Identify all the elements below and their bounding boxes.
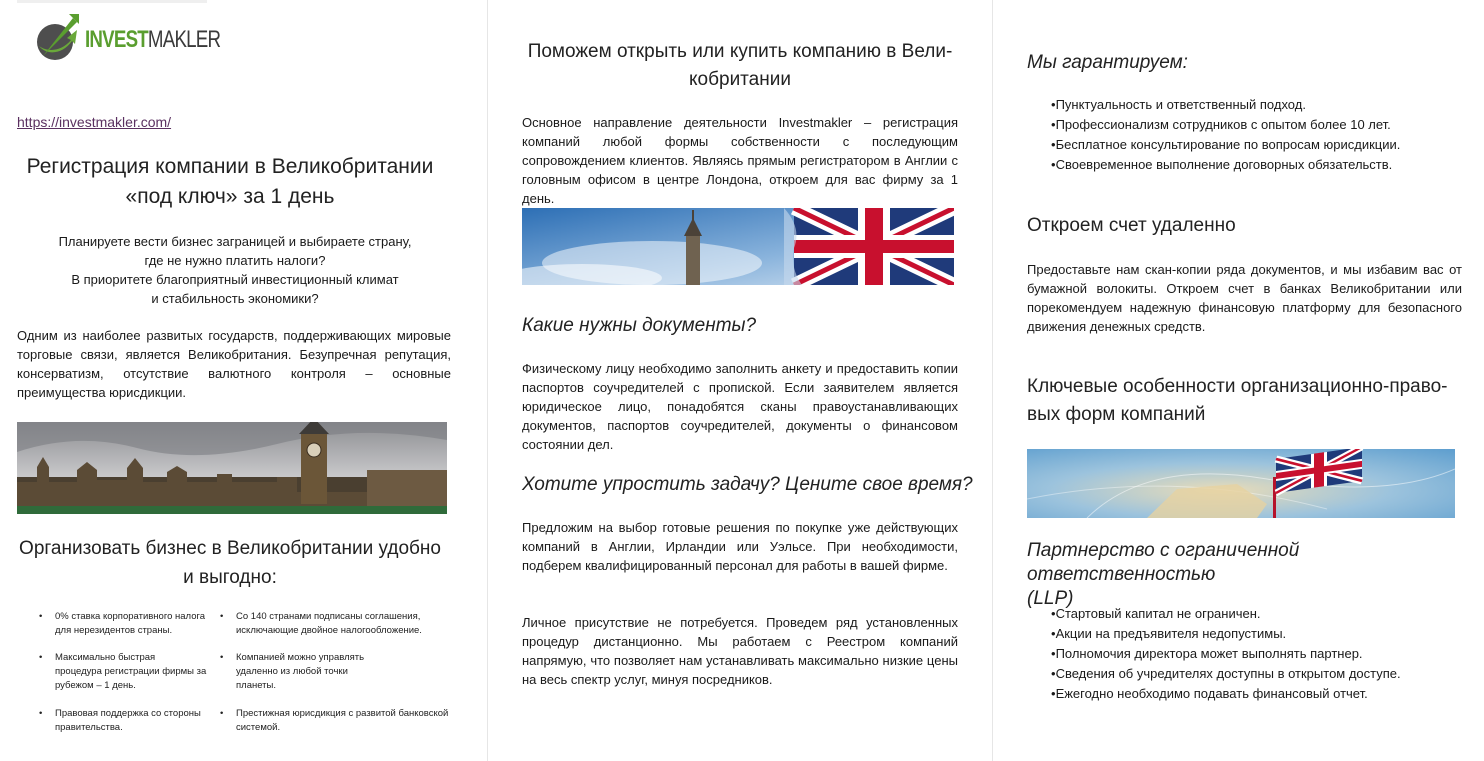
list-item: •Профессионализм сотрудников с опытом более 10 лет. bbox=[1051, 117, 1391, 132]
heading-llp: Партнерство с ограниченной ответственностью (LLP) bbox=[1027, 540, 1300, 609]
column-left bbox=[0, 0, 488, 761]
benefit-item: • Максимально быстрая процедура регистрации фирмы за рубежом – 1 день. bbox=[39, 652, 207, 691]
westminster-image bbox=[17, 422, 447, 514]
account-paragraph: Предоставьте нам скан-копии ряда документов, и мы избавим вас от бумажной волокиты. Откроем счет в банках Великобритании или порекомендуем надежную финансовую платформу для безопасного движения денежных средств. bbox=[1027, 262, 1462, 334]
main-title bbox=[0, 152, 460, 212]
ready-solutions-paragraph: Предложим на выбор готовые решения по покупке уже действующих компаний в Англии, Ирландии или Уэльсе. При необходимости, подберем квалифицированный персонал для работы в вашей фирме. bbox=[522, 520, 958, 573]
column-right bbox=[994, 0, 1484, 761]
heading-key-features: Ключевые особенности организационно-право- вых форм компаний bbox=[1027, 376, 1448, 425]
top-bar bbox=[17, 0, 207, 3]
section-title-open-company: Поможем открыть или купить компанию в Вели- кобритании bbox=[527, 41, 953, 90]
list-item: •Акции на предъявителя недопустимы. bbox=[1051, 626, 1287, 641]
benefit-item: • Компанией можно управлять удаленно из любой точки планеты. bbox=[220, 652, 365, 691]
heading-guarantee: Мы гарантируем: bbox=[1027, 52, 1188, 73]
list-item: •Бесплатное консультирование по вопросам юрисдикции. bbox=[1051, 137, 1401, 152]
documents-paragraph: Физическому лицу необходимо заполнить анкету и предоставить копии паспортов соучредителей с пропиской. Если заявителем является юридическое лицо, понадобятся сканы правоустанавливающих документов, паспортов соучредителей, документы о финансовом состоянии дел. bbox=[522, 361, 958, 452]
list-item: •Пунктуальность и ответственный подход. bbox=[1051, 97, 1306, 112]
list-item: •Стартовый капитал не ограничен. bbox=[1051, 606, 1261, 621]
globe-flag-image bbox=[1027, 449, 1455, 518]
logo-globe-icon bbox=[33, 12, 83, 64]
list-item: •Своевременное выполнение договорных обязательств. bbox=[1051, 157, 1393, 172]
main-title-line1: Регистрация компании в Великобритании bbox=[26, 155, 434, 178]
main-title-line2: «под ключ» за 1 день bbox=[125, 185, 335, 208]
column-middle bbox=[489, 0, 993, 761]
questions-block: Планируете вести бизнес заграницей и выбираете страну, где не нужно платить налоги? В приоритете благоприятный инвестиционный климат и стабильность экономики? bbox=[58, 234, 412, 306]
guarantee-list bbox=[1051, 95, 1471, 175]
heading-account: Откроем счет удаленно bbox=[1027, 215, 1236, 236]
llp-list bbox=[1051, 604, 1471, 704]
about-paragraph: Основное направление деятельности Investmakler – регистрация компаний любой формы собственности с последующим сопровождением клиентов. Являясь прямым регистратором в Англии с головным офисом в центре Лондона, откроем для вас фирму за 1 день. bbox=[522, 115, 958, 206]
intro-paragraph: Одним из наиболее развитых государств, поддерживающих мировые торговые связи, является Великобритания. Безупречная репутация, консерватизм, отсутствие валютного контроля – основные преимущества юрисдикции. bbox=[17, 328, 451, 400]
list-item: •Полномочия директора может выполнять партнер. bbox=[1051, 646, 1363, 661]
website-link[interactable]: https://investmakler.com/ bbox=[17, 114, 172, 130]
heading-save-time: Хотите упростить задачу? Цените свое время? bbox=[522, 474, 973, 495]
uk-flag-bigben-image bbox=[522, 208, 954, 285]
list-item: •Ежегодно необходимо подавать финансовый отчет. bbox=[1051, 686, 1368, 701]
heading-documents: Какие нужны документы? bbox=[522, 315, 757, 336]
benefit-item: • Престижная юрисдикция с развитой банковской системой. bbox=[220, 708, 449, 733]
list-item: •Сведения об учредителях доступны в открытом доступе. bbox=[1051, 666, 1401, 681]
benefit-item: • 0% ставка корпоративного налога для нерезидентов страны. bbox=[39, 611, 206, 636]
benefits-title: Организовать бизнес в Великобритании удобно и выгодно: bbox=[19, 538, 441, 588]
logo-text: INVESTMAKLER bbox=[85, 26, 221, 53]
remote-paragraph: Личное присутствие не потребуется. Проведем ряд установленных процедур дистанционно. Мы работаем с Реестром компаний напрямую, что позволяет нам устанавливать максимально низкие цены на весь спектр услуг, минуя посредников. bbox=[522, 615, 958, 687]
benefit-item: • Правовая поддержка со стороны правительства. bbox=[39, 708, 201, 733]
benefit-item: • Со 140 странами подписаны соглашения, исключающие двойное налогообложение. bbox=[220, 611, 422, 636]
investmakler-logo[interactable] bbox=[33, 12, 221, 64]
